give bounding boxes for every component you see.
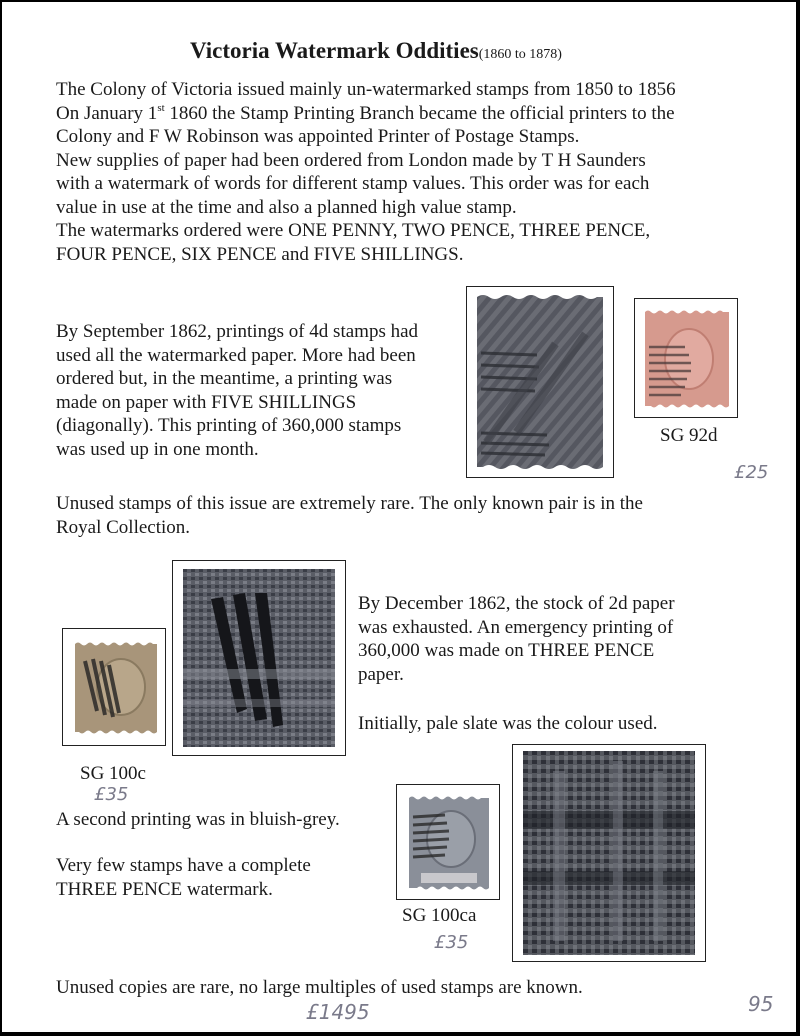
few-stamps-paragraph <box>56 854 311 901</box>
section1-line: ordered but, in the meantime, a printing was <box>56 368 393 389</box>
stamp-100c <box>75 641 157 735</box>
section1-line: used all the watermarked paper. More had been <box>56 344 416 366</box>
album-page <box>2 2 796 1032</box>
stamp-92d <box>645 309 729 409</box>
stamp-100ca <box>409 795 489 891</box>
intro-line: Colony and F W Robinson was appointed Printer of Postage Stamps. <box>56 126 580 147</box>
intro-line: The watermarks ordered were ONE PENNY, TWO PENCE, THREE PENCE, <box>56 220 651 241</box>
section1-line: was used up in one month. <box>56 438 259 460</box>
colour-note: Initially, pale slate was the colour used. <box>358 713 658 734</box>
section1-line: (diagonally). This printing of 360,000 stamps <box>56 415 402 436</box>
intro-line: The Colony of Victoria issued mainly un-watermarked stamps from 1850 to 1856 <box>56 79 676 100</box>
watermark-scan-100ca-frame <box>512 744 706 962</box>
stamp-92d-caption: SG 92d <box>660 425 718 446</box>
section2-line: By December 1862, the stock of 2d paper <box>358 593 675 614</box>
section2-line: was exhausted. An emergency printing of <box>358 616 674 638</box>
section1-line: By September 1862, printings of 4d stamps had <box>56 321 419 342</box>
watermark-scan-92d-frame <box>466 286 614 478</box>
few-stamps-line: Very few stamps have a complete <box>56 855 311 876</box>
section1-paragraph <box>56 320 418 461</box>
stamp-100c-frame <box>62 628 166 746</box>
stamp-100ca-frame <box>396 784 500 900</box>
unused-note-line: Royal Collection. <box>56 516 191 538</box>
page-title <box>190 38 562 64</box>
section1-line: made on paper with FIVE SHILLINGS <box>56 391 357 413</box>
watermark-scan-100c-frame <box>172 560 346 756</box>
footer-note: Unused copies are rare, no large multiples of used stamps are known. <box>56 977 583 998</box>
unused-note-paragraph <box>56 492 643 539</box>
section2-line: 360,000 was made on THREE PENCE <box>358 640 655 661</box>
stamp-100ca-caption: SG 100ca <box>402 905 477 926</box>
price-note-100ca: £35 <box>434 932 469 953</box>
price-note-100c: £35 <box>94 784 129 805</box>
intro-line: FOUR PENCE, SIX PENCE and FIVE SHILLINGS. <box>56 243 464 265</box>
few-stamps-line: THREE PENCE watermark. <box>56 878 273 900</box>
intro-line: with a watermark of words for different stamp values. This order was for each <box>56 173 650 194</box>
section2-line: paper. <box>358 663 404 685</box>
title-main: Victoria Watermark Oddities <box>190 38 479 63</box>
unused-note-line: Unused stamps of this issue are extremely rare. The only known pair is in the <box>56 493 643 514</box>
watermark-scan-100ca <box>523 751 695 955</box>
price-note-92d: £25 <box>734 462 769 483</box>
watermark-scan-92d <box>477 293 603 471</box>
page-number: 95 <box>748 992 774 1016</box>
stamp-100c-caption: SG 100c <box>80 763 146 784</box>
price-note-footer: £1495 <box>306 1000 370 1024</box>
stamp-92d-frame <box>634 298 738 418</box>
section2-paragraph <box>358 592 675 686</box>
title-date-range: (1860 to 1878) <box>478 47 562 62</box>
watermark-scan-100c <box>183 569 335 747</box>
intro-paragraph <box>56 78 676 266</box>
intro-line: New supplies of paper had been ordered from London made by T H Saunders <box>56 149 646 171</box>
second-printing-note: A second printing was in bluish-grey. <box>56 809 340 830</box>
intro-line: value in use at the time and also a planned high value stamp. <box>56 196 517 218</box>
intro-line: On January 1st 1860 the Stamp Printing Branch became the official printers to the <box>56 101 675 124</box>
